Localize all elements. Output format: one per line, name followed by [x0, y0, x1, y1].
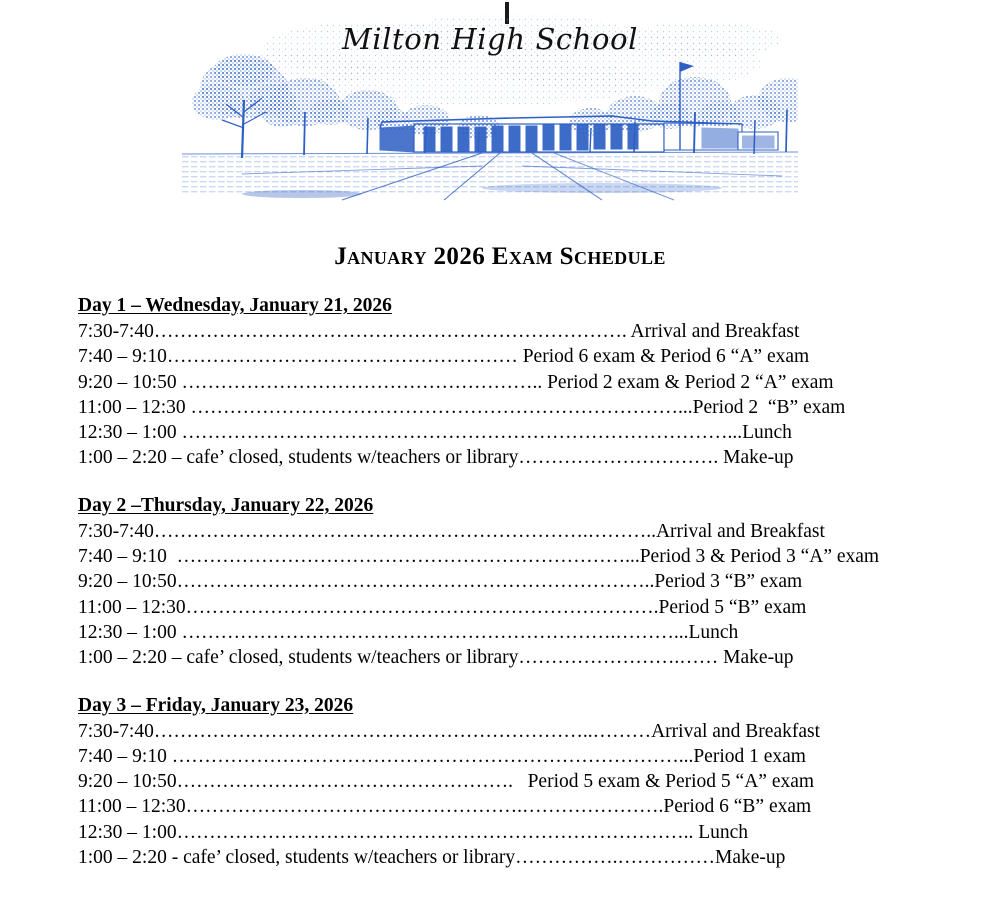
schedule-line: 11:00 – 12:30 …………………………………………………………………...Period 2 “B” exam	[78, 396, 846, 418]
day-block-3	[78, 693, 934, 871]
schedule-line: 11:00 – 12:30……………………………………………………………….Period 5 “B” exam	[78, 596, 807, 618]
school-name-text: Milton High School	[341, 22, 639, 56]
schedule-line: 7:40 – 9:10 ……………………………………………………………...Period 3 & Period 3 “A” exam	[78, 546, 880, 568]
day-2-heading: Day 2 –Thursday, January 22, 2026	[78, 494, 374, 516]
schedule-line: 12:30 – 1:00 …………………………………………………………………………...Lunch	[78, 422, 792, 444]
ground-and-walkway	[182, 152, 798, 200]
schedule-line: 1:00 – 2:20 – cafe’ closed, students w/teachers or library…………………………. Make-up	[78, 447, 794, 469]
schedule-line: 12:30 – 1:00 ………………………………………………………….………...Lunch	[78, 621, 739, 643]
schedule-line: 1:00 – 2:20 - cafe’ closed, students w/teachers or library…………….……………Make-up	[78, 847, 786, 869]
schedule-line: 7:30-7:40………………………………………………………….………..Arrival and Breakfast	[78, 520, 825, 542]
schedule-line: 9:20 – 10:50……………………………………………. Period 5 exam & Period 5 “A” exam	[78, 771, 815, 793]
page-title: January 2026 Exam Schedule	[334, 243, 666, 270]
schedule-line: 7:40 – 9:10 ……………………………………………………………………...Period 1 exam	[78, 745, 806, 767]
day-block-1	[78, 293, 934, 471]
day-heading-row	[78, 693, 934, 719]
school-building-illustration	[182, 0, 798, 210]
schedule-line: 11:00 – 12:30…………………………………………….………………….Period 6 “B” exam	[78, 796, 812, 818]
schedule-line: 7:30-7:40………………………………………………………………. Arrival and Breakfast	[78, 321, 800, 342]
day-3-heading: Day 3 – Friday, January 23, 2026	[78, 694, 354, 716]
schedule-line: 12:30 – 1:00…………………………………………………………………….. Lunch	[78, 821, 749, 843]
day-1-heading: Day 1 – Wednesday, January 21, 2026	[78, 295, 392, 316]
schedule-line: 1:00 – 2:20 – cafe’ closed, students w/teachers or library…………………….…… Make-up	[78, 647, 794, 669]
day-heading-row	[78, 493, 934, 519]
day-block-2	[78, 493, 934, 671]
letterhead	[0, 0, 1000, 215]
schedule-line: 9:20 – 10:50………………………………………………………………..Period 3 “B” exam	[78, 571, 803, 593]
exam-schedule	[78, 293, 934, 870]
schedule-line: 7:30-7:40…………………………………………………………..………Arrival and Breakfast	[78, 720, 821, 742]
day-heading-row	[78, 293, 934, 319]
schedule-line: 9:20 – 10:50 ……………………………………………….. Period 2 exam & Period 2 “A” exam	[78, 371, 834, 393]
schedule-line: 7:40 – 9:10……………………………………………… Period 6 exam & Period 6 “A” exam	[78, 346, 810, 368]
